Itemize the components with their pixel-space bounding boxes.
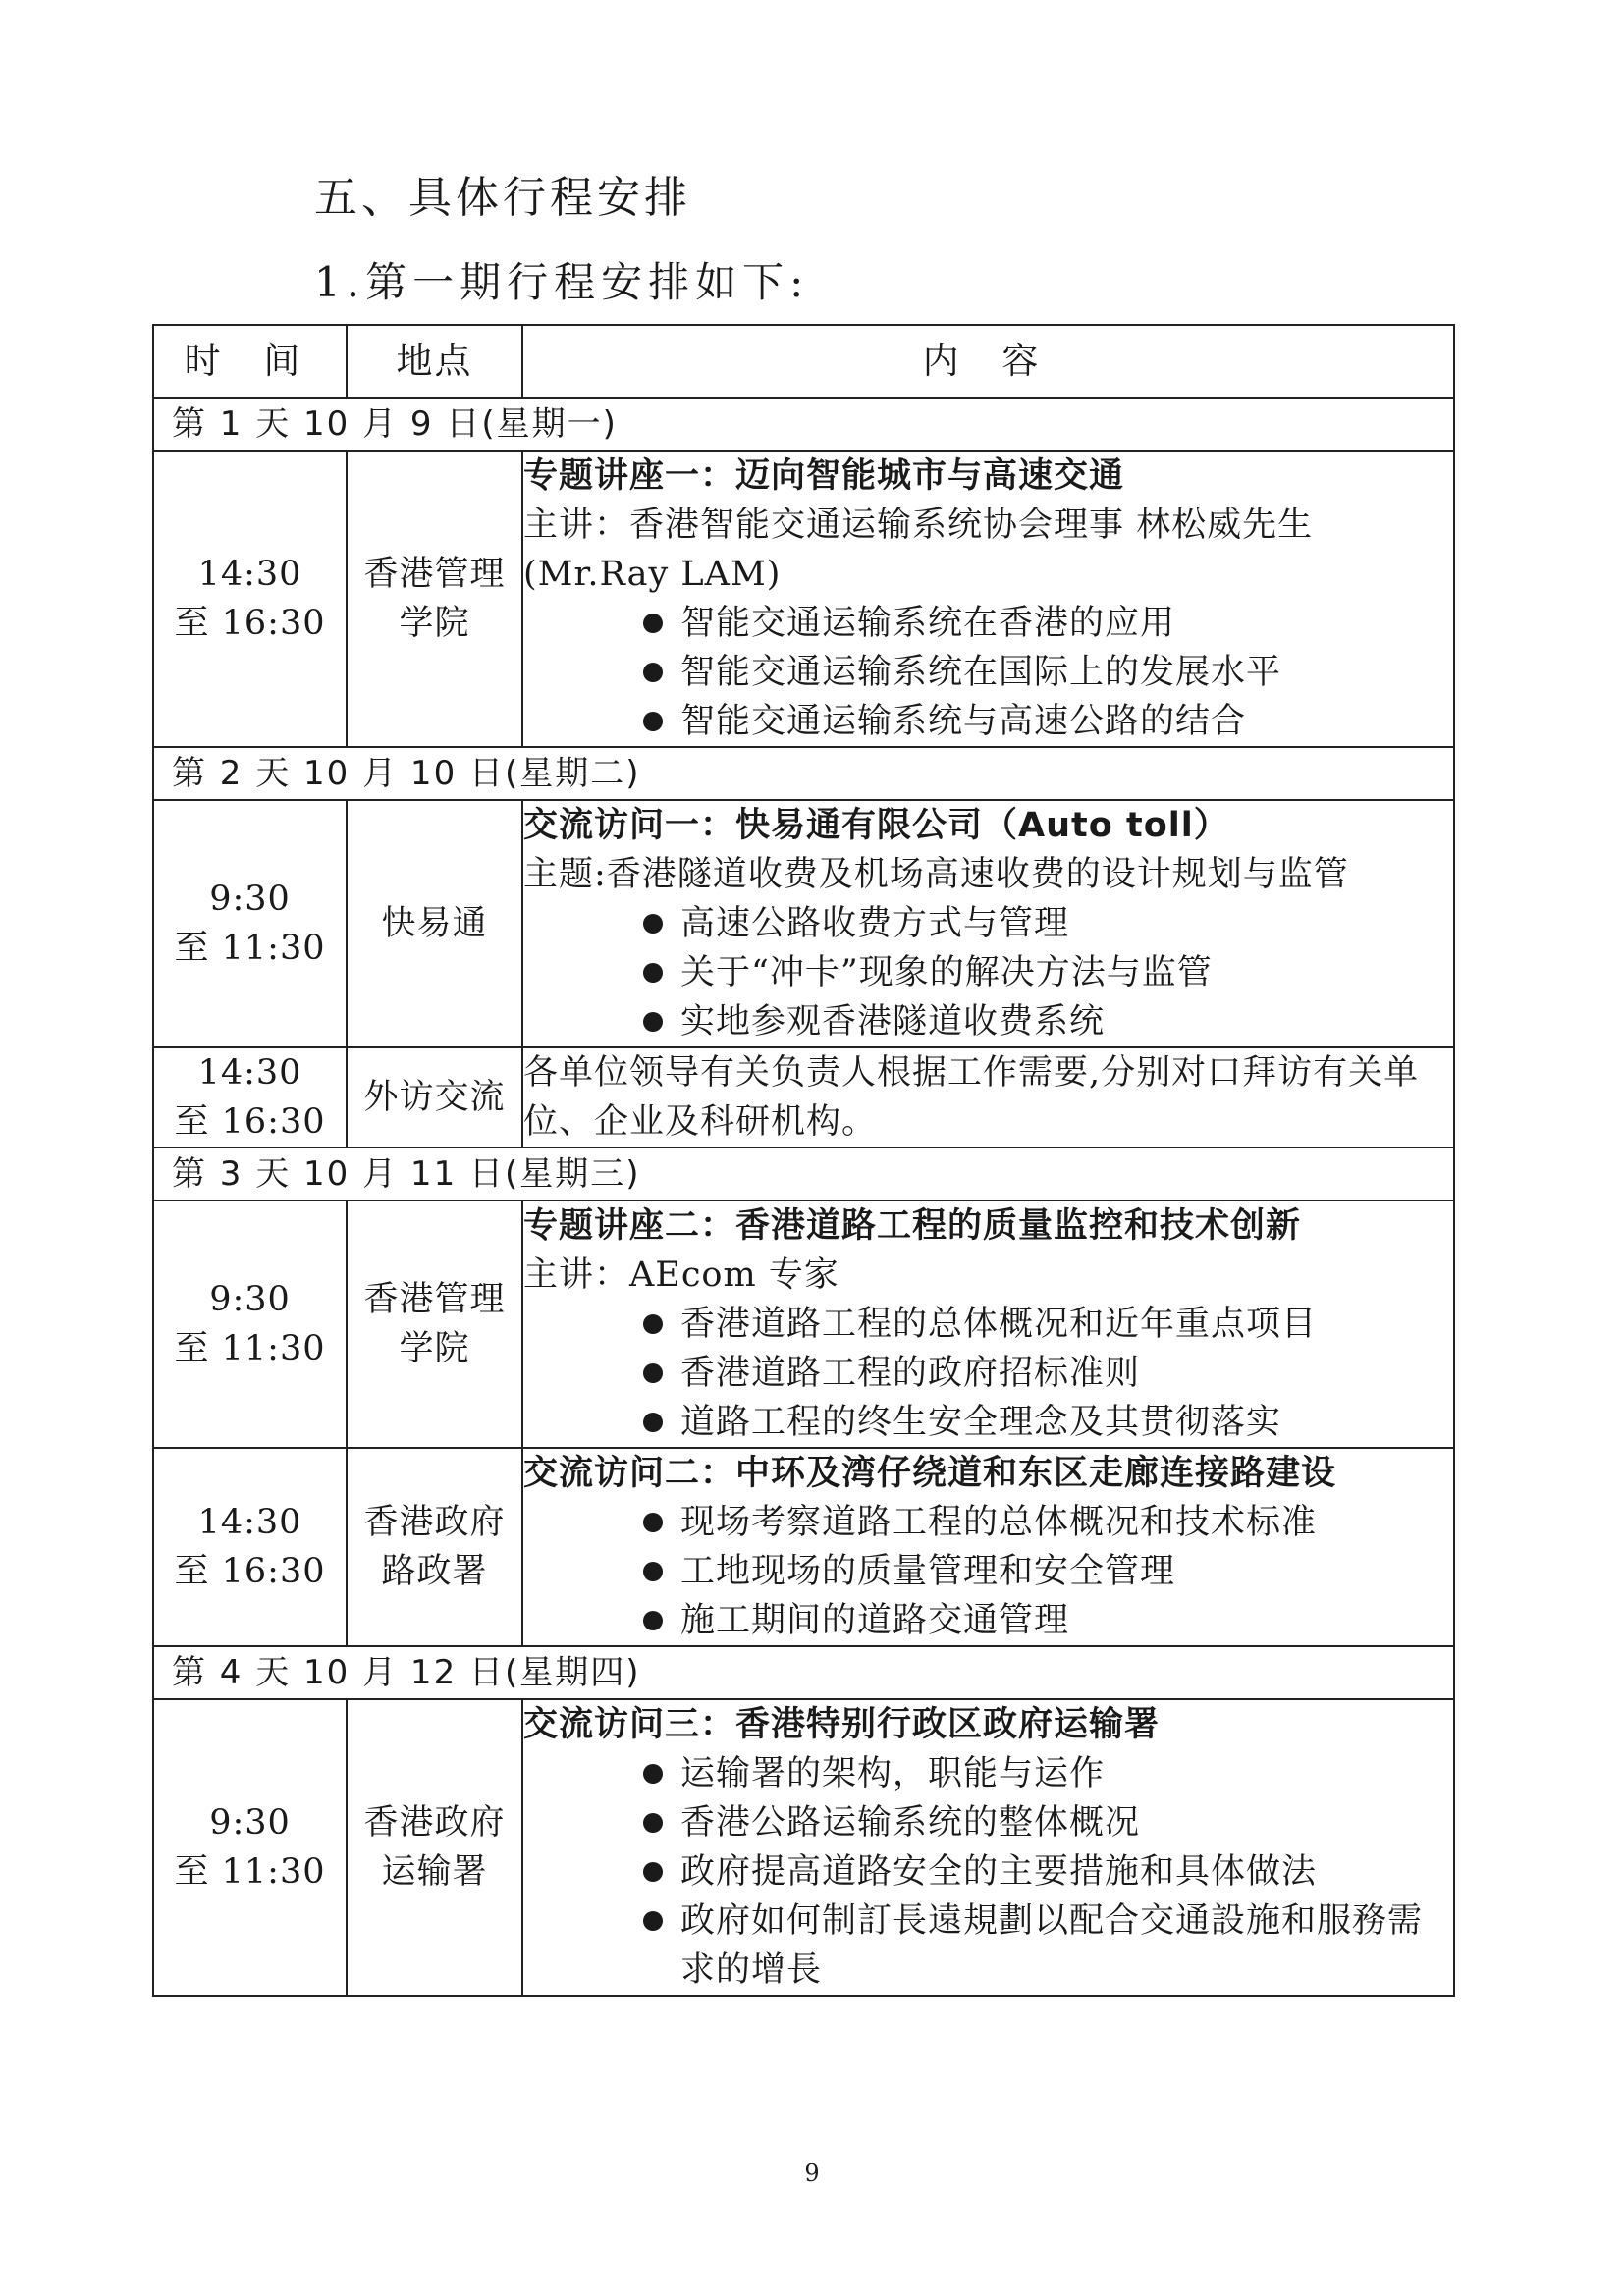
bullet-item: 政府提高道路安全的主要措施和具体做法 <box>641 1847 1453 1896</box>
session-time-start: 9:30 <box>209 1280 291 1319</box>
session-text: 主题:香港隧道收费及机场高速收费的设计规划与监管 <box>523 855 1349 894</box>
session-time <box>153 451 347 747</box>
day-header-row <box>153 747 1454 800</box>
session-text: 主讲：香港智能交通运输系统协会理事 林松威先生(Mr.Ray LAM) <box>523 506 1314 594</box>
bullet-item: 政府如何制訂長遠規劃以配合交通設施和服務需求的增長 <box>641 1896 1453 1995</box>
session-row <box>153 1448 1454 1646</box>
session-place: 快易通 <box>347 800 522 1047</box>
day-label: 第 1 天 10 月 9 日(星期一) <box>153 398 1454 451</box>
session-title: 交流访问三：香港特别行政区政府运输署 <box>523 1705 1161 1744</box>
session-content <box>522 1047 1454 1148</box>
session-place: 外访交流 <box>347 1047 522 1148</box>
header-content: 内 容 <box>522 325 1454 398</box>
section-title: 五、具体行程安排 <box>314 173 691 223</box>
bullet-list <box>523 899 1453 1046</box>
bullet-list <box>523 1749 1453 1995</box>
session-time <box>153 1699 347 1996</box>
header-place: 地点 <box>347 325 522 398</box>
session-text: 各单位领导有关负责人根据工作需要,分别对口拜访有关单位、企业及科研机构。 <box>523 1053 1420 1142</box>
session-time-end: 至 16:30 <box>174 604 326 643</box>
day-label: 第 2 天 10 月 10 日(星期二) <box>153 747 1454 800</box>
session-time <box>153 1047 347 1148</box>
session-row <box>153 1201 1454 1448</box>
session-row <box>153 451 1454 747</box>
page-number: 9 <box>804 2160 820 2187</box>
session-title: 专题讲座一：迈向智能城市与高速交通 <box>523 456 1125 496</box>
session-row <box>153 1699 1454 1996</box>
header-time: 时 间 <box>153 325 347 398</box>
bullet-list <box>523 1498 1453 1645</box>
session-content <box>522 1201 1454 1448</box>
bullet-item: 香港道路工程的政府招标准则 <box>641 1349 1453 1398</box>
session-place: 香港管理学院 <box>347 1201 522 1448</box>
session-time-end: 至 11:30 <box>174 1852 326 1892</box>
day-header-row <box>153 1646 1454 1699</box>
bullet-item: 现场考察道路工程的总体概况和技术标准 <box>641 1498 1453 1547</box>
session-place: 香港政府路政署 <box>347 1448 522 1646</box>
schedule-body <box>153 398 1454 1996</box>
session-time-start: 14:30 <box>197 1503 302 1542</box>
day-header-row <box>153 398 1454 451</box>
session-content <box>522 1448 1454 1646</box>
bullet-item: 道路工程的终生安全理念及其贯彻落实 <box>641 1398 1453 1447</box>
session-time-start: 14:30 <box>197 1053 302 1093</box>
session-time-start: 9:30 <box>209 880 291 919</box>
session-title: 专题讲座二：香港道路工程的质量监控和技术创新 <box>523 1206 1302 1246</box>
bullet-list <box>523 599 1453 746</box>
session-place: 香港政府运输署 <box>347 1699 522 1996</box>
day-label: 第 4 天 10 月 12 日(星期四) <box>153 1646 1454 1699</box>
session-time-start: 9:30 <box>209 1803 291 1842</box>
bullet-list <box>523 1300 1453 1447</box>
session-time-start: 14:30 <box>197 555 302 594</box>
bullet-item: 香港道路工程的总体概况和近年重点项目 <box>641 1300 1453 1349</box>
session-text: 主讲：AEcom 专家 <box>523 1255 839 1295</box>
session-time <box>153 1448 347 1646</box>
session-content <box>522 1699 1454 1996</box>
session-time-end: 至 11:30 <box>174 929 326 968</box>
session-time <box>153 1201 347 1448</box>
day-label: 第 3 天 10 月 11 日(星期三) <box>153 1148 1454 1201</box>
session-row <box>153 1047 1454 1148</box>
session-title: 交流访问一：快易通有限公司（Auto toll） <box>523 806 1229 845</box>
bullet-item: 智能交通运输系统与高速公路的结合 <box>641 697 1453 746</box>
session-time-end: 至 11:30 <box>174 1329 326 1368</box>
session-place: 香港管理学院 <box>347 451 522 747</box>
bullet-item: 实地参观香港隧道收费系统 <box>641 997 1453 1046</box>
table-header-row <box>153 325 1454 398</box>
session-row <box>153 800 1454 1047</box>
bullet-item: 运输署的架构，职能与运作 <box>641 1749 1453 1798</box>
session-content <box>522 451 1454 747</box>
bullet-item: 智能交通运输系统在香港的应用 <box>641 599 1453 648</box>
bullet-item: 工地现场的质量管理和安全管理 <box>641 1547 1453 1596</box>
schedule-table <box>152 324 1455 1997</box>
bullet-item: 智能交通运输系统在国际上的发展水平 <box>641 648 1453 697</box>
session-time <box>153 800 347 1047</box>
session-title: 交流访问二：中环及湾仔绕道和东区走廊连接路建设 <box>523 1454 1337 1493</box>
schedule-subtitle: 1.第一期行程安排如下: <box>314 258 810 306</box>
bullet-item: 高速公路收费方式与管理 <box>641 899 1453 948</box>
bullet-item: 施工期间的道路交通管理 <box>641 1596 1453 1645</box>
session-time-end: 至 16:30 <box>174 1102 326 1142</box>
day-header-row <box>153 1148 1454 1201</box>
session-content <box>522 800 1454 1047</box>
bullet-item: 关于“冲卡”现象的解决方法与监管 <box>641 948 1453 997</box>
bullet-item: 香港公路运输系统的整体概况 <box>641 1798 1453 1847</box>
session-time-end: 至 16:30 <box>174 1552 326 1591</box>
